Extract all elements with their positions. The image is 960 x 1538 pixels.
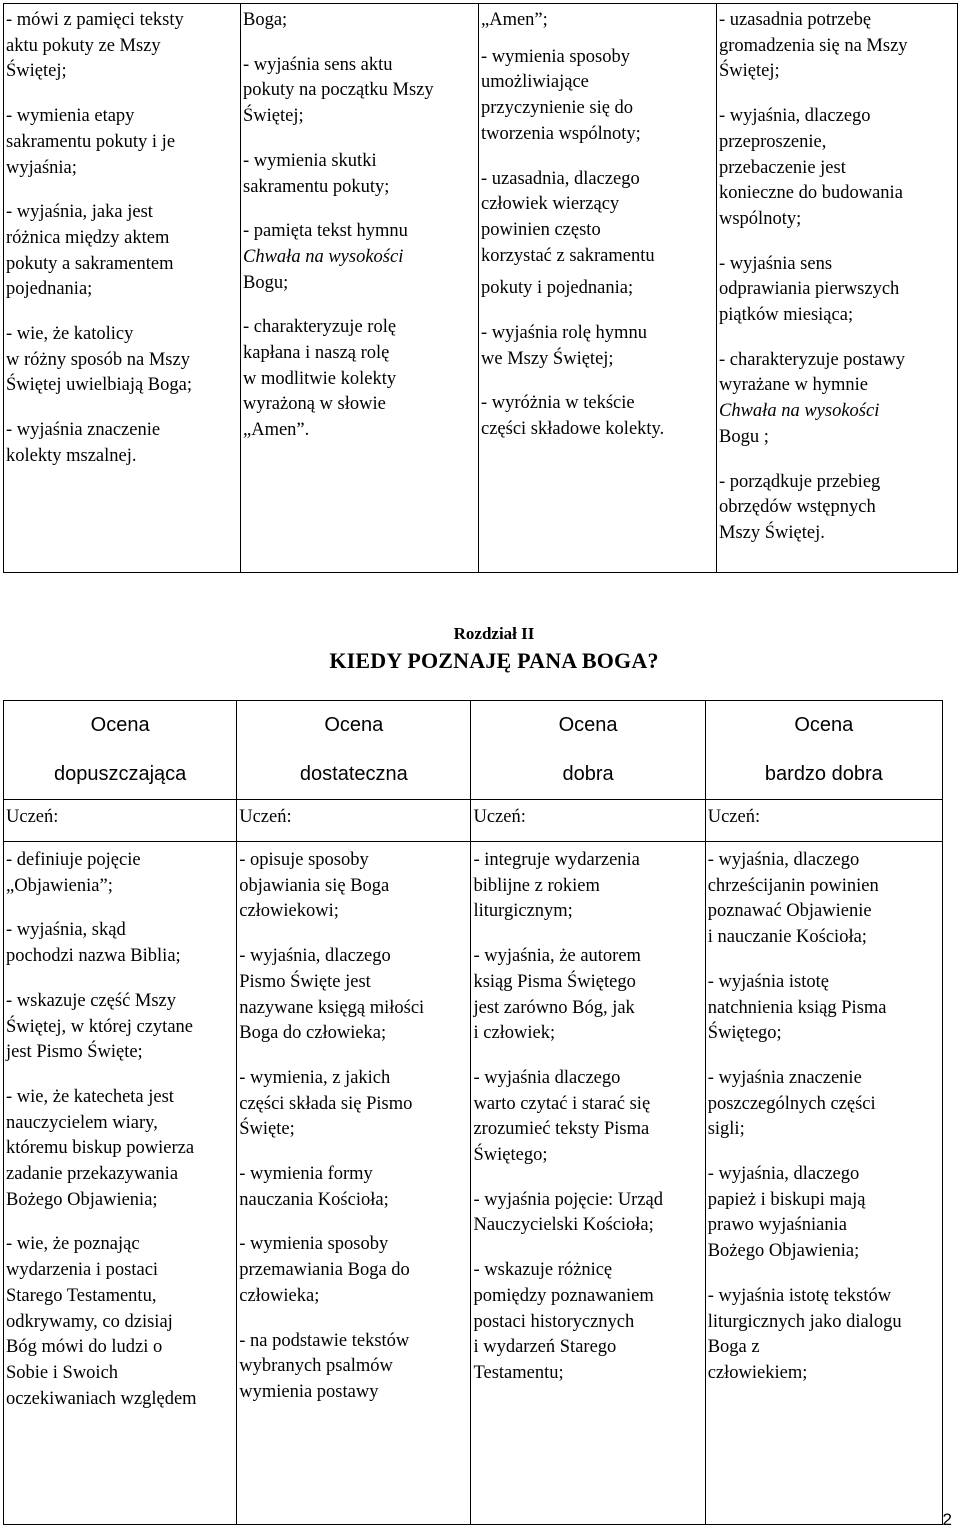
column-header <box>4 701 237 800</box>
cell-dopuszczajaca <box>4 4 241 573</box>
table-row <box>4 842 943 1525</box>
list-item: - wyróżnia w tekście części składowe kolekty. <box>481 393 665 440</box>
list-item: - wyjaśnia, że autorem ksiąg Pisma Świętego jest zarówno Bóg, jak i człowiek; <box>473 946 641 1044</box>
list-item: - charakteryzuje rolę kapłana i naszą rolę w modlitwie kolekty wyrażoną w słowie „Amen”. <box>243 317 397 441</box>
list-item: - wyjaśnia istotę natchnienia ksiąg Pisma Świętego; <box>707 971 887 1044</box>
list-item: - wie, że katolicy w różny sposób na Mszy Świętej uwielbiają Boga; <box>6 324 192 396</box>
list-item: - wyjaśnia rolę hymnu we Mszy Świętej; <box>481 323 647 369</box>
list-item: - wymienia, z jakich części składa się Pismo Święte; <box>239 1067 413 1140</box>
student-label: Uczeń: <box>237 800 471 842</box>
list-item-text: Bogu; <box>243 272 289 293</box>
list-item: - uzasadnia potrzebę gromadzenia się na Mszy Świętej; <box>719 10 908 82</box>
list-item: - wyjaśnia, dlaczego Pismo Święte jest nazywane księgą miłości Boga do człowieka; <box>239 946 425 1044</box>
hymn-title: Chwała na wysokości <box>719 401 880 422</box>
list-item <box>243 219 476 296</box>
cell-dostateczna <box>237 842 471 1525</box>
list-item: - wskazuje część Mszy Świętej, w której czytane jest Pismo Święte; <box>6 990 193 1063</box>
list-item: - wie, że poznając wydarzenia i postaci Starego Testamentu, odkrywamy, co dzisiaj Bóg mówi do ludzi o Sobie i Swoich oczekiwaniach względem <box>6 1234 197 1409</box>
list-item: - opisuje sposoby objawiania się Boga człowiekowi; <box>239 850 390 922</box>
list-item: - wyjaśnia, skąd pochodzi nazwa Biblia; <box>6 920 181 967</box>
table-header-row <box>4 701 943 800</box>
list-item: - wyjaśnia, jaka jest różnica między aktem pokuty a sakramentem pojednania; <box>6 202 174 300</box>
cell-dostateczna <box>241 4 479 573</box>
list-item: - wyjaśnia znaczenie kolekty mszalnej. <box>6 420 161 466</box>
list-item: pokuty i pojednania; <box>481 278 634 299</box>
list-item: - wyjaśnia pojęcie: Urząd Nauczycielski Kościoła; <box>473 1189 664 1236</box>
list-item: Boga; <box>243 10 288 30</box>
list-item: - wymienia sposoby umożliwiające przyczynienie się do tworzenia wspólnoty; <box>481 46 641 144</box>
cell-bardzo-dobra <box>717 4 958 573</box>
column-header <box>705 701 942 800</box>
list-item: - wymienia sposoby przemawiania Boga do człowieka; <box>239 1234 410 1306</box>
header-line: Ocena <box>558 714 618 736</box>
list-item: - porządkuje przebieg obrzędów wstępnych Mszy Świętej. <box>719 471 881 543</box>
list-item: - wymienia etapy sakramentu pokuty i je wyjaśnia; <box>6 106 176 178</box>
chapter-title: KIEDY POZNAJĘ PANA BOGA? <box>329 648 659 673</box>
header-line: Ocena <box>90 714 150 736</box>
list-item-text: Bogu ; <box>719 426 769 447</box>
list-item: - wyjaśnia znaczenie poszczególnych części sigli; <box>707 1067 876 1140</box>
list-item: - wymienia skutki sakramentu pokuty; <box>243 150 390 197</box>
chapter-number: Rozdział II <box>453 624 535 643</box>
cell-dopuszczajaca <box>4 842 237 1525</box>
student-label: Uczeń: <box>705 800 942 842</box>
cell-bardzo-dobra <box>705 842 942 1525</box>
student-label: Uczeń: <box>471 800 705 842</box>
list-item: - na podstawie tekstów wybranych psalmów wymienia postawy <box>239 1330 410 1402</box>
list-item: - wskazuje różnicę pomiędzy poznawaniem postaci historycznych i wydarzeń Starego Testamentu; <box>473 1260 654 1383</box>
list-item: - definiuje pojęcie „Objawienia”; <box>6 850 141 896</box>
header-line: dopuszczająca <box>53 763 187 785</box>
list-item: - wyjaśnia istotę tekstów liturgicznych jako dialogu Boga z człowiekiem; <box>707 1285 902 1383</box>
header-line: Ocena <box>794 714 854 736</box>
list-item: - mówi z pamięci teksty aktu pokuty ze Mszy Świętej; <box>6 10 184 82</box>
list-item-text: - pamięta tekst hymnu <box>243 221 408 242</box>
header-line: bardzo dobra <box>764 763 883 785</box>
list-item: - wyjaśnia sens odprawiania pierwszych piątków miesiąca; <box>719 253 900 326</box>
list-item: - wyjaśnia, dlaczego przeproszenie, przebaczenie jest konieczne do budowania wspólnoty; <box>719 106 903 229</box>
grading-table-continued <box>3 3 958 573</box>
list-item: „Amen”; <box>481 10 548 30</box>
cell-dobra <box>471 842 705 1525</box>
list-item: - wyjaśnia, dlaczego papież i biskupi mają prawo wyjaśniania Bożego Objawienia; <box>707 1164 866 1262</box>
column-header <box>471 701 705 800</box>
list-item: - uzasadnia, dlaczego człowiek wierzący powinien często korzystać z sakramentu <box>481 168 655 266</box>
header-line: dobra <box>562 763 614 785</box>
list-item: - wie, że katecheta jest nauczycielem wiary, któremu biskup powierza zadanie przekazywania Bożego Objawienia; <box>6 1086 195 1210</box>
header-line: Ocena <box>324 714 384 736</box>
student-label: Uczeń: <box>4 800 237 842</box>
cell-dobra <box>479 4 717 573</box>
header-line: dostateczna <box>299 763 408 785</box>
list-item: - wymienia formy nauczania Kościoła; <box>239 1164 389 1210</box>
list-item <box>719 348 955 451</box>
table-row <box>4 4 958 573</box>
page-number: 2 <box>942 1510 952 1529</box>
list-item: - wyjaśnia dlaczego warto czytać i starać się zrozumieć teksty Pisma Świętego; <box>473 1067 651 1166</box>
list-item: - integruje wydarzenia biblijne z rokiem liturgicznym; <box>473 850 640 922</box>
list-item: - wyjaśnia sens aktu pokuty na początku Mszy Świętej; <box>243 54 434 127</box>
list-item: - wyjaśnia, dlaczego chrześcijanin powinien poznawać Objawienie i nauczanie Kościoła; <box>707 850 879 948</box>
grading-table <box>3 700 943 1525</box>
table-row <box>4 800 943 842</box>
column-header <box>237 701 471 800</box>
list-item-text: - charakteryzuje postawy wyrażane w hymnie <box>719 349 905 396</box>
hymn-title: Chwała na wysokości <box>243 246 404 267</box>
